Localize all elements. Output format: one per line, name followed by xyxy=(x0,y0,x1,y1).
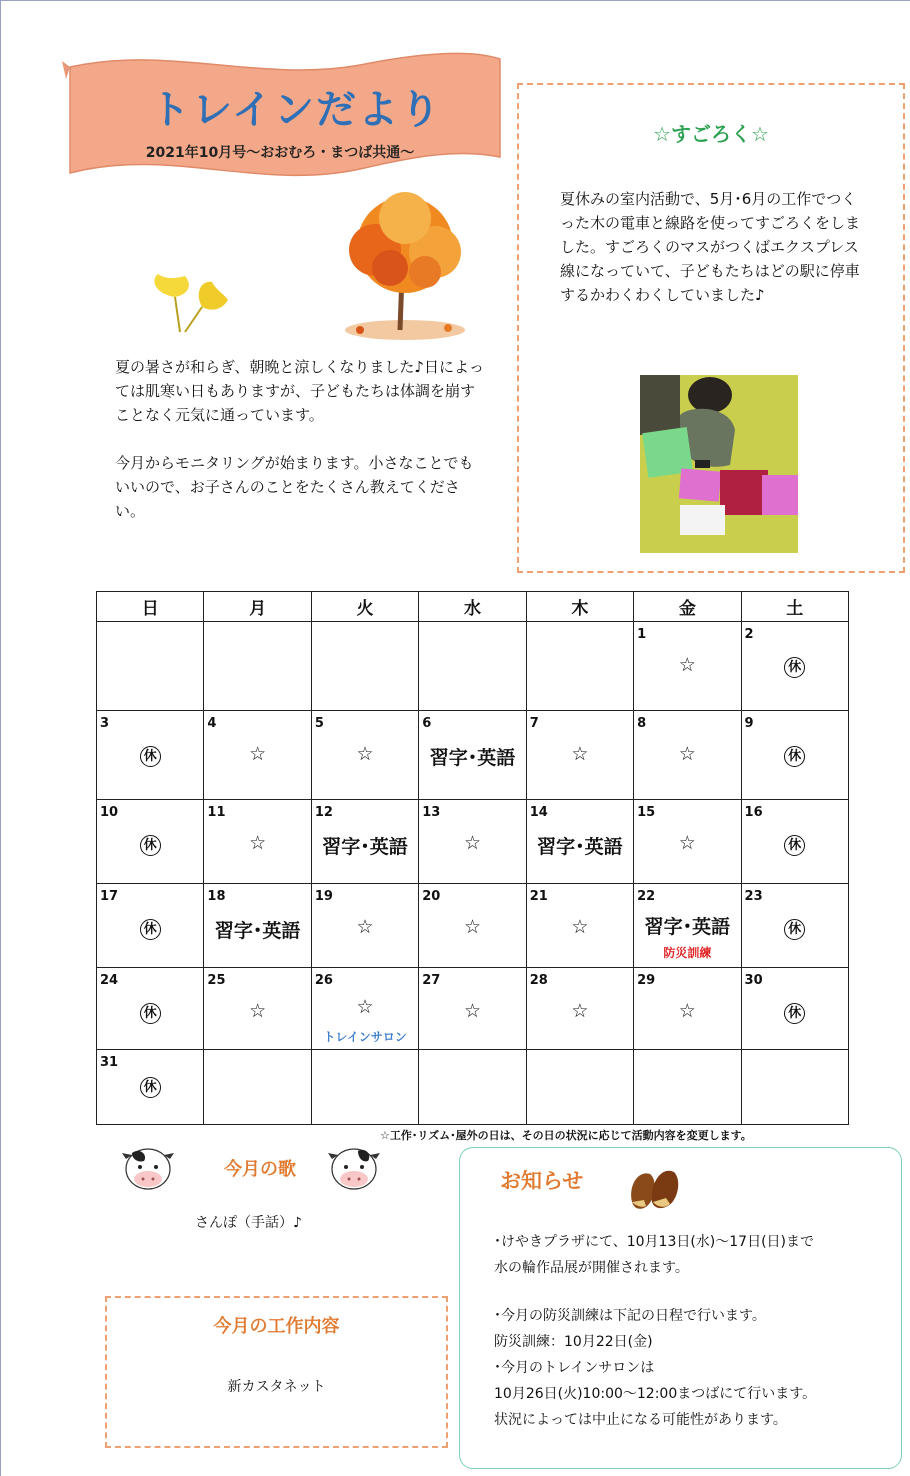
cow-icon xyxy=(122,1145,174,1191)
day-number: 10 xyxy=(100,805,119,820)
day-number: 20 xyxy=(422,889,441,904)
rest-day-mark: 休 xyxy=(784,919,805,940)
calendar-day-cell xyxy=(419,711,526,800)
activity-star-mark: ☆ xyxy=(571,743,589,765)
weekday-header: 土 xyxy=(741,592,848,622)
day-number: 24 xyxy=(100,973,119,988)
day-event-note: 防災訓練 xyxy=(663,946,712,960)
day-number: 2 xyxy=(744,627,754,642)
craft-title: 今月の工作内容 xyxy=(213,1316,340,1337)
activity-star-mark: ☆ xyxy=(463,1000,481,1022)
calendar-day-cell xyxy=(311,800,418,884)
calendar-day-cell xyxy=(311,622,418,711)
activity-star-mark: ☆ xyxy=(571,916,589,938)
day-mark xyxy=(742,1000,848,1024)
calendar-day-cell xyxy=(741,968,848,1050)
calendar-day-cell xyxy=(634,622,741,711)
notice-title: お知らせ xyxy=(500,1169,584,1193)
day-number: 30 xyxy=(744,973,763,988)
calendar-day-cell xyxy=(97,711,204,800)
notice-item-2-line-1: ･今月の防災訓練は下記の日程で行います。 xyxy=(494,1308,766,1324)
day-mark xyxy=(97,916,203,940)
day-mark xyxy=(742,654,848,678)
activity-star-mark: ☆ xyxy=(356,916,374,938)
rest-day-mark: 休 xyxy=(784,657,805,678)
calendar-day-cell xyxy=(741,711,848,800)
calendar-day-cell xyxy=(741,884,848,968)
rest-day-mark: 休 xyxy=(140,1003,161,1024)
notice-item-1-line-1: ･けやきプラザにて、10月13日(水)～17日(日)まで xyxy=(494,1234,815,1250)
calendar-day-cell xyxy=(204,1050,311,1125)
activity-star-mark: ☆ xyxy=(571,1000,589,1022)
lesson-mark: 習字･英語 xyxy=(429,747,516,769)
calendar-week-row xyxy=(97,711,849,800)
intro-text xyxy=(115,355,485,547)
day-number: 12 xyxy=(314,805,333,820)
day-number: 19 xyxy=(314,889,333,904)
calendar-day-cell xyxy=(634,1050,741,1125)
rest-day-mark: 休 xyxy=(140,835,161,856)
day-number: 28 xyxy=(529,973,548,988)
calendar-day-cell xyxy=(311,968,418,1050)
calendar-day-cell xyxy=(526,711,633,800)
weekday-header: 日 xyxy=(97,592,204,622)
notice-item-3-line-3: 状況によっては中止になる可能性があります。 xyxy=(494,1412,787,1428)
calendar-day-cell xyxy=(634,968,741,1050)
day-number: 23 xyxy=(744,889,763,904)
day-event-note: トレインサロン xyxy=(323,1030,407,1044)
day-number: 7 xyxy=(529,716,539,731)
calendar-day-cell xyxy=(419,884,526,968)
calendar-week-row xyxy=(97,1050,849,1125)
day-number: 6 xyxy=(422,716,432,731)
calendar-day-cell xyxy=(741,1050,848,1125)
day-number: 14 xyxy=(529,805,548,820)
sugoroku-photo xyxy=(640,375,798,553)
calendar-week-row xyxy=(97,622,849,711)
day-number: 22 xyxy=(637,889,656,904)
activity-star-mark: ☆ xyxy=(249,743,267,765)
notice-item-3-line-1: ･今月のトレインサロンは xyxy=(494,1360,655,1376)
calendar-day-cell xyxy=(204,711,311,800)
notice-text xyxy=(494,1229,874,1433)
lesson-mark: 習字･英語 xyxy=(537,836,623,858)
activity-star-mark: ☆ xyxy=(678,1000,696,1022)
day-mark xyxy=(97,832,203,856)
activity-star-mark: ☆ xyxy=(678,743,696,765)
rest-day-mark: 休 xyxy=(140,746,161,767)
craft-text: 新カスタネット xyxy=(227,1379,326,1395)
calendar-day-cell xyxy=(97,1050,204,1125)
weekday-header: 水 xyxy=(419,592,526,622)
day-number: 8 xyxy=(637,716,647,731)
intro-paragraph-2: 今月からモニタリングが始まります。小さなことでもいいので、お子さんのことをたくさん教えてください。 xyxy=(115,454,474,520)
day-mark xyxy=(97,1074,203,1098)
song-text: さんぽ（手話）♪ xyxy=(195,1215,302,1231)
song-title: 今月の歌 xyxy=(224,1159,296,1180)
page-subtitle: 2021年10月号～おおむろ・まつば共通～ xyxy=(145,145,415,161)
calendar-day-cell xyxy=(311,884,418,968)
rest-day-mark: 休 xyxy=(140,1077,161,1098)
calendar-day-cell xyxy=(634,800,741,884)
cow-icon xyxy=(328,1145,380,1191)
calendar-day-cell xyxy=(97,968,204,1050)
chestnut-icon xyxy=(626,1162,684,1214)
day-number: 3 xyxy=(100,716,110,731)
lesson-mark: 習字･英語 xyxy=(644,916,731,938)
activity-star-mark: ☆ xyxy=(356,996,374,1018)
activity-star-mark: ☆ xyxy=(678,832,696,854)
weekday-header: 月 xyxy=(204,592,311,622)
calendar-day-cell xyxy=(634,711,741,800)
weekday-header: 火 xyxy=(311,592,418,622)
calendar-day-cell xyxy=(311,1050,418,1125)
calendar-day-cell xyxy=(419,800,526,884)
calendar-day-cell xyxy=(204,622,311,711)
calendar-day-cell xyxy=(526,1050,633,1125)
notice-item-1-line-2: 水の輪作品展が開催されます。 xyxy=(494,1260,689,1276)
rest-day-mark: 休 xyxy=(784,1003,805,1024)
calendar-body xyxy=(97,622,849,1125)
day-number: 5 xyxy=(314,716,324,731)
calendar-footnote: ☆工作･リズム･屋外の日は、その日の状況に応じて活動内容を変更します。 xyxy=(380,1129,752,1142)
sugoroku-text: 夏休みの室内活動で、5月･6月の工作でつくった木の電車と線路を使ってすごろくをしました。すごろくのマスがつくばエクスプレス線になっていて、子どもたちはどの駅に停車するかわくわくしていました♪ xyxy=(560,190,861,304)
activity-star-mark: ☆ xyxy=(356,743,374,765)
day-number: 16 xyxy=(744,805,763,820)
day-number: 11 xyxy=(207,805,226,820)
calendar-day-cell xyxy=(741,800,848,884)
autumn-tree-illustration xyxy=(330,190,480,345)
day-number: 26 xyxy=(314,973,333,988)
calendar-day-cell xyxy=(526,884,633,968)
calendar-week-row xyxy=(97,968,849,1050)
calendar-week-row xyxy=(97,800,849,884)
day-number: 4 xyxy=(207,716,217,731)
day-number: 1 xyxy=(637,627,647,642)
calendar-day-cell xyxy=(419,622,526,711)
weekday-header: 木 xyxy=(526,592,633,622)
calendar-header-row xyxy=(97,592,849,622)
calendar-day-cell xyxy=(526,800,633,884)
calendar-day-cell xyxy=(204,968,311,1050)
page-border-left xyxy=(0,0,1,1476)
rest-day-mark: 休 xyxy=(784,746,805,767)
rest-day-mark: 休 xyxy=(140,919,161,940)
calendar-day-cell xyxy=(204,884,311,968)
calendar-day-cell xyxy=(526,968,633,1050)
day-mark xyxy=(742,832,848,856)
day-number: 9 xyxy=(744,716,754,731)
lesson-mark: 習字･英語 xyxy=(322,836,408,858)
calendar-day-cell xyxy=(204,800,311,884)
calendar-table xyxy=(96,591,849,1125)
day-mark xyxy=(97,1000,203,1024)
day-mark xyxy=(742,743,848,767)
day-number: 17 xyxy=(100,889,119,904)
weekday-header: 金 xyxy=(634,592,741,622)
ginkgo-leaves-illustration xyxy=(150,272,230,337)
day-number: 27 xyxy=(422,973,441,988)
day-number: 25 xyxy=(207,973,226,988)
day-number: 18 xyxy=(207,889,226,904)
day-number: 15 xyxy=(637,805,656,820)
lesson-mark: 習字･英語 xyxy=(214,920,301,942)
activity-star-mark: ☆ xyxy=(678,654,696,676)
calendar-day-cell xyxy=(97,884,204,968)
activity-star-mark: ☆ xyxy=(249,832,267,854)
calendar-day-cell xyxy=(634,884,741,968)
day-number: 21 xyxy=(529,889,548,904)
activity-star-mark: ☆ xyxy=(249,1000,267,1022)
notice-item-3-line-2: 10月26日(火)10:00～12:00まつばにて行います。 xyxy=(494,1386,817,1402)
day-mark xyxy=(97,743,203,767)
page-border-top xyxy=(0,0,910,1)
calendar-day-cell xyxy=(741,622,848,711)
sugoroku-title: ☆すごろく☆ xyxy=(653,122,769,146)
calendar-day-cell xyxy=(526,622,633,711)
intro-paragraph-1: 夏の暑さが和らぎ、朝晩と涼しくなりました♪日によっては肌寒い日もありますが、子どもたちは体調を崩すことなく元気に通っています。 xyxy=(115,358,484,424)
rest-day-mark: 休 xyxy=(784,835,805,856)
calendar-day-cell xyxy=(97,800,204,884)
day-number: 29 xyxy=(637,973,656,988)
day-number: 13 xyxy=(422,805,441,820)
calendar-day-cell xyxy=(311,711,418,800)
calendar-day-cell xyxy=(419,1050,526,1125)
calendar-day-cell xyxy=(419,968,526,1050)
day-mark xyxy=(742,916,848,940)
activity-star-mark: ☆ xyxy=(463,832,481,854)
activity-star-mark: ☆ xyxy=(463,916,481,938)
notice-item-2-line-2: 防災訓練：10月22日(金) xyxy=(494,1334,653,1350)
calendar-week-row xyxy=(97,884,849,968)
page-title: トレインだより xyxy=(150,87,442,133)
calendar-day-cell xyxy=(97,622,204,711)
day-number: 31 xyxy=(100,1055,119,1070)
